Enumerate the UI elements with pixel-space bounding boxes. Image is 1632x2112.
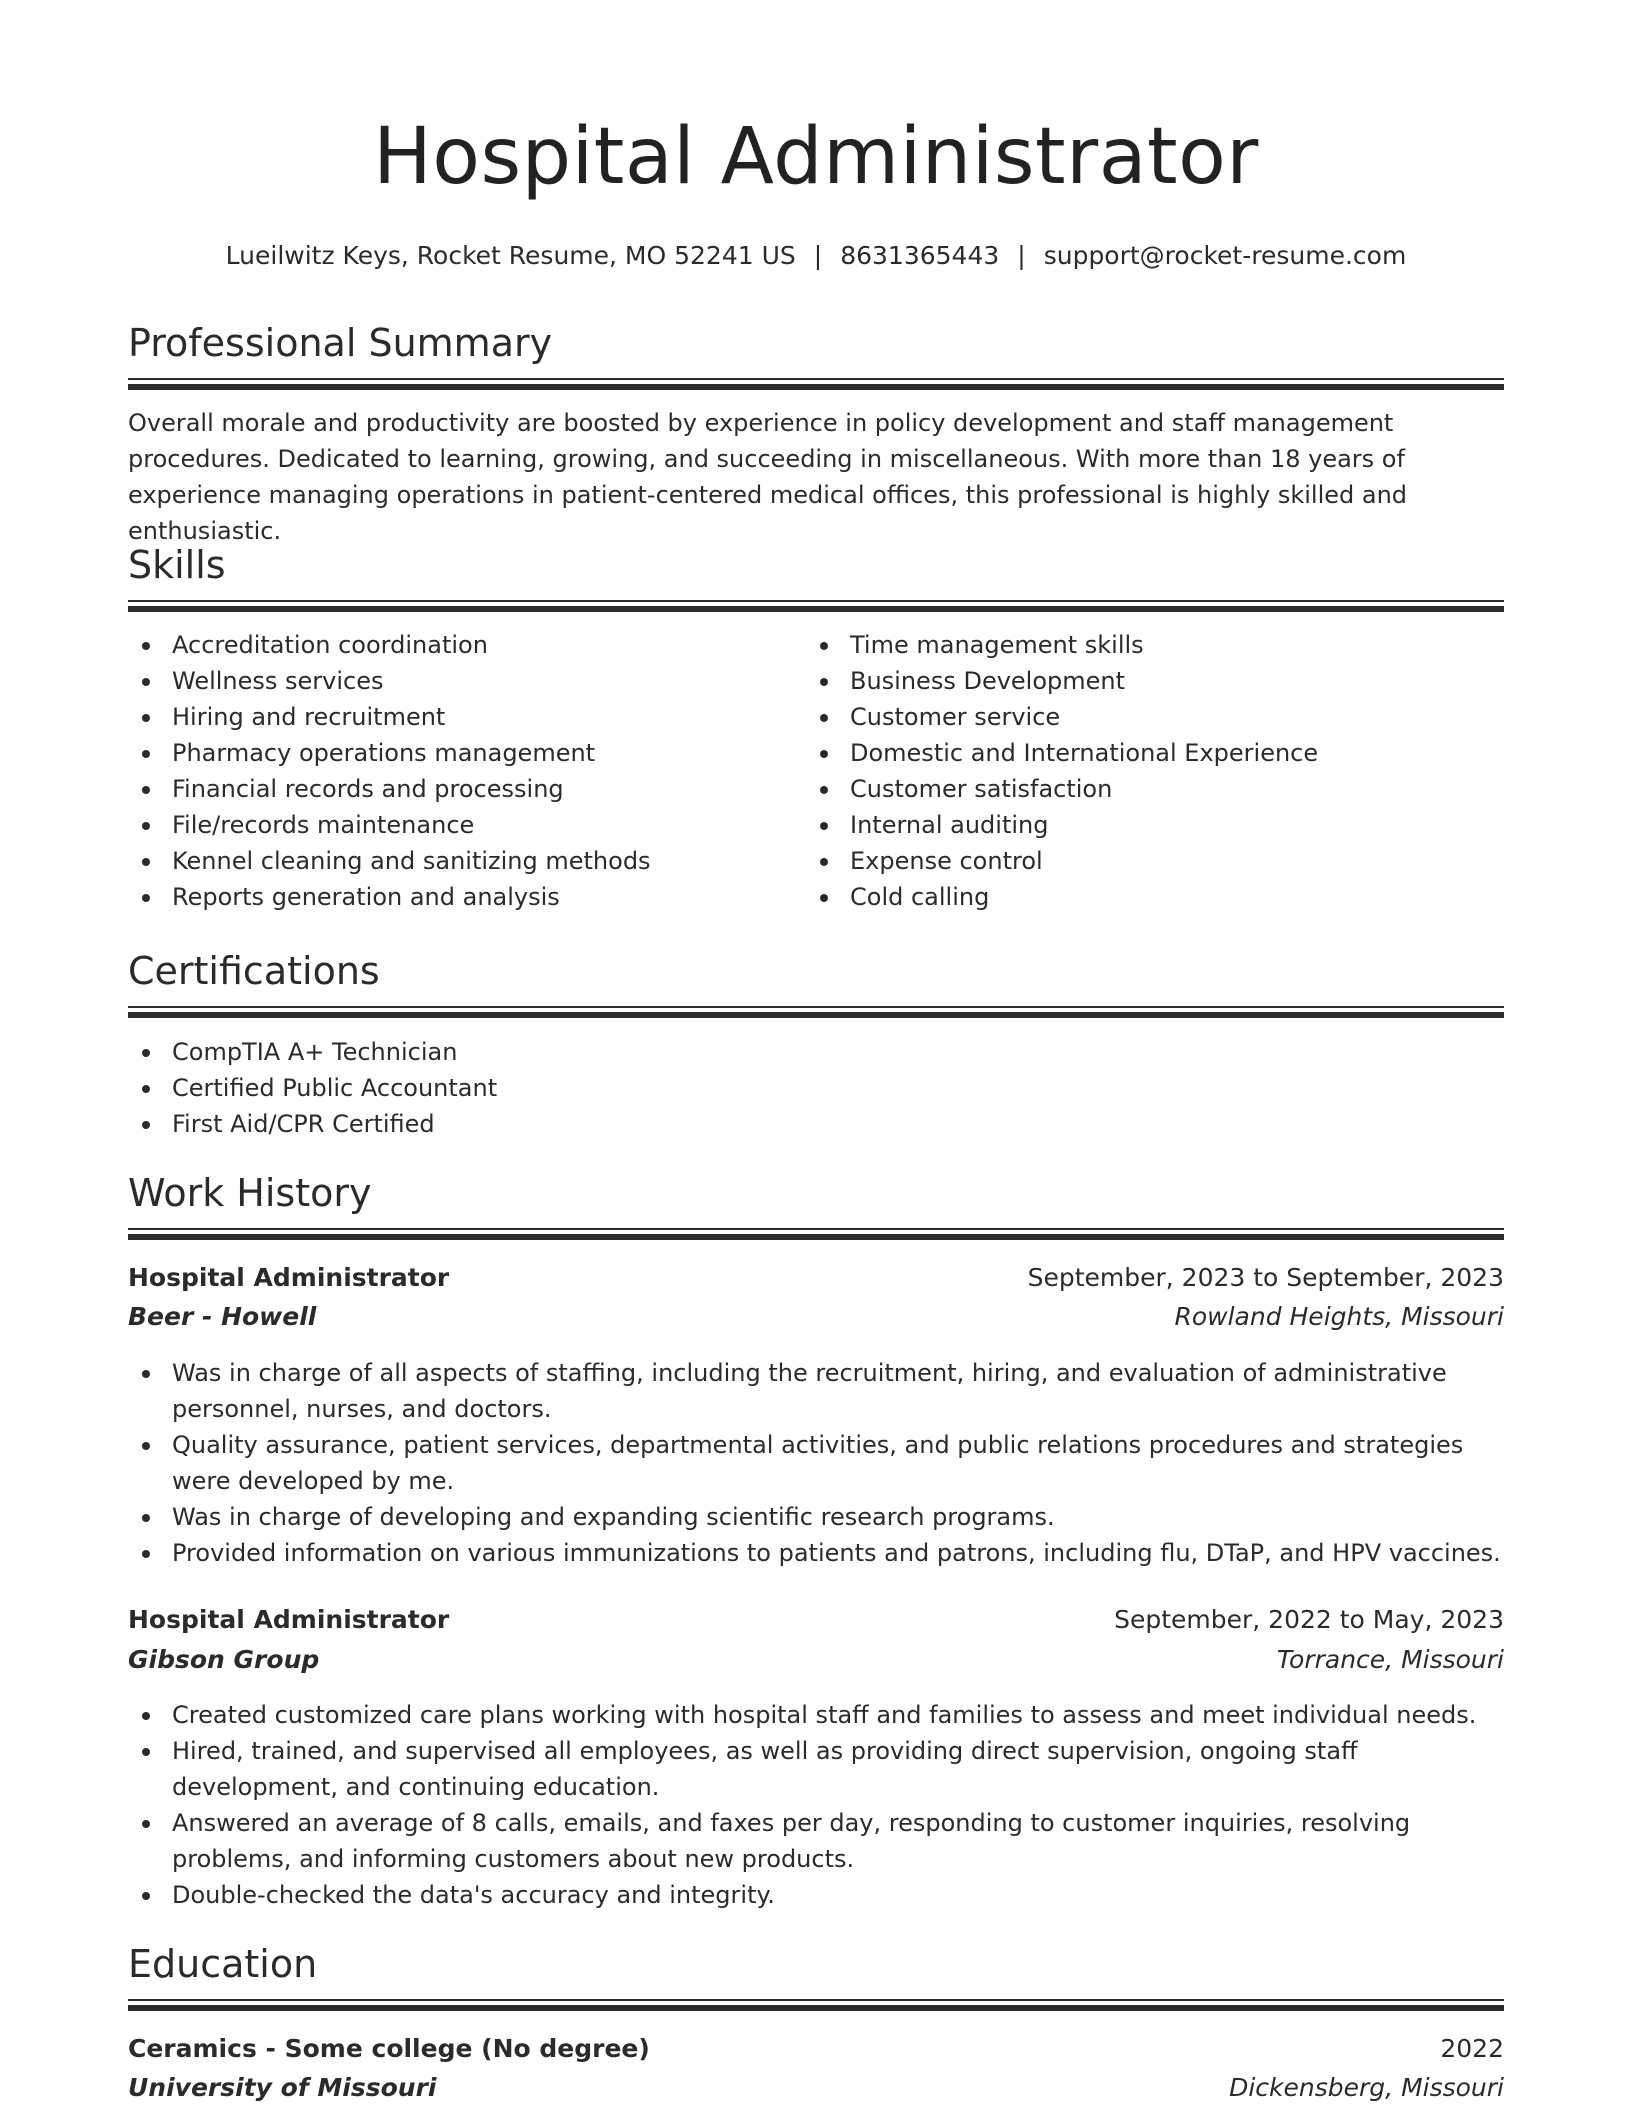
summary-text: Overall morale and productivity are boosted by experience in policy development and staff management procedures. Dedicated to learning, growing, and succeeding in miscellaneous. With more than 18 years of experience managing operations in patient-centered medical offices, this professional is highly skilled and enthusiastic.: [128, 409, 1408, 545]
job-company: Gibson Group: [128, 1645, 320, 1674]
job-bullets: [128, 1697, 1504, 1913]
section-title-certifications: Certifications: [128, 949, 380, 993]
certification-item: Certified Public Accountant: [128, 1070, 1504, 1106]
job-bullet: Was in charge of all aspects of staffing, including the recruitment, hiring, and evaluation of administrative personnel, nurses, and doctors.: [128, 1355, 1504, 1427]
job-bullet: Double-checked the data's accuracy and integrity.: [128, 1877, 1504, 1913]
section-divider: [128, 600, 1504, 613]
section-title-summary: Professional Summary: [128, 321, 553, 365]
education-degree: Ceramics - Some college (No degree): [128, 2034, 650, 2063]
skill-item: Financial records and processing: [128, 771, 788, 807]
job-dates: September, 2023 to September, 2023: [1027, 1263, 1504, 1292]
contact-separator: |: [813, 241, 823, 270]
job-company: Beer - Howell: [128, 1302, 317, 1331]
job-bullet: Was in charge of developing and expanding scientific research programs.: [128, 1499, 1504, 1535]
job-location: Rowland Heights, Missouri: [1174, 1302, 1504, 1331]
contact-line: [128, 241, 1504, 270]
job-dates: September, 2022 to May, 2023: [1114, 1605, 1504, 1634]
education-school: University of Missouri: [128, 2073, 437, 2102]
skill-item: Business Development: [806, 663, 1504, 699]
job-bullets: [128, 1355, 1504, 1571]
certification-item: CompTIA A+ Technician: [128, 1034, 1504, 1070]
skill-item: Wellness services: [128, 663, 788, 699]
skill-item: Hiring and recruitment: [128, 699, 788, 735]
contact-separator: |: [1017, 241, 1026, 270]
job-bullet: Answered an average of 8 calls, emails, and faxes per day, responding to customer inquiries, resolving problems, and informing customers about new products.: [128, 1805, 1504, 1877]
section-title-work-history: Work History: [128, 1171, 372, 1215]
contact-phone: 8631365443: [840, 241, 1000, 270]
skill-item: Domestic and International Experience: [806, 735, 1504, 771]
skill-item: Pharmacy operations management: [128, 735, 788, 771]
job-bullet: Hired, trained, and supervised all employees, as well as providing direct supervision, ongoing staff development, and continuing education.: [128, 1733, 1504, 1805]
resume-name: Hospital Administrator: [373, 112, 1259, 202]
skill-item: Reports generation and analysis: [128, 879, 788, 915]
section-divider: [128, 1999, 1504, 2012]
skills-list-right: [806, 627, 1504, 915]
skill-item: Cold calling: [806, 879, 1504, 915]
job-title: Hospital Administrator: [128, 1263, 450, 1292]
job-bullet: Created customized care plans working with hospital staff and families to assess and meet individual needs.: [128, 1697, 1504, 1733]
education-location: Dickensberg, Missouri: [1229, 2073, 1504, 2102]
job-location: Torrance, Missouri: [1276, 1645, 1504, 1674]
skill-item: Expense control: [806, 843, 1504, 879]
education-year: 2022: [1440, 2034, 1504, 2063]
section-divider: [128, 1228, 1504, 1241]
section-title-education: Education: [128, 1942, 318, 1986]
contact-address: Lueilwitz Keys, Rocket Resume, MO 52241 US: [225, 241, 796, 270]
skill-item: Customer service: [806, 699, 1504, 735]
job-title: Hospital Administrator: [128, 1605, 450, 1634]
certification-item: First Aid/CPR Certified: [128, 1106, 1504, 1142]
skill-item: Accreditation coordination: [128, 627, 788, 663]
job-bullet: Provided information on various immunizations to patients and patrons, including flu, DTaP, and HPV vaccines.: [128, 1535, 1504, 1571]
skill-item: Kennel cleaning and sanitizing methods: [128, 843, 788, 879]
skill-item: File/records maintenance: [128, 807, 788, 843]
section-title-skills: Skills: [128, 543, 226, 587]
certifications-list: [128, 1034, 1504, 1142]
skill-item: Customer satisfaction: [806, 771, 1504, 807]
skill-item: Time management skills: [806, 627, 1504, 663]
skill-item: Internal auditing: [806, 807, 1504, 843]
job-bullet: Quality assurance, patient services, departmental activities, and public relations procedures and strategies were developed by me.: [128, 1427, 1504, 1499]
contact-email: support@rocket-resume.com: [1043, 241, 1407, 270]
section-divider: [128, 1006, 1504, 1019]
skills-list-left: [128, 627, 788, 915]
section-divider: [128, 378, 1504, 391]
